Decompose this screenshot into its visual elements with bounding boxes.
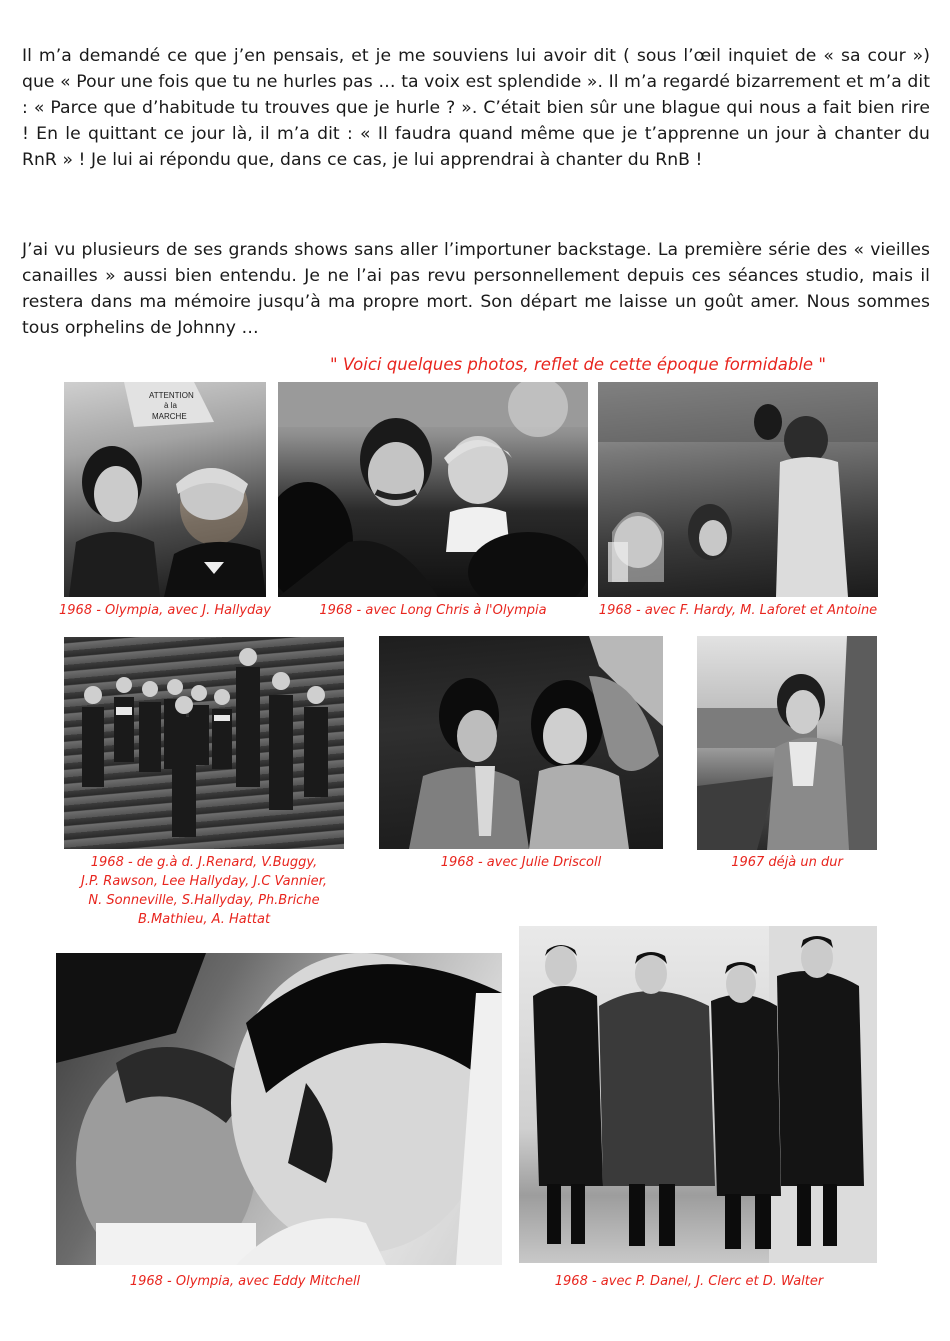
caption-photo-3: 1968 - avec F. Hardy, M. Laforet et Antoine: [598, 603, 878, 618]
photo-olympia-hallyday: [64, 382, 266, 597]
caption-photo-1: 1968 - Olympia, avec J. Hallyday: [59, 603, 271, 618]
photo-group-rooftop: [64, 637, 344, 849]
photo-danel-clerc-walter: [519, 926, 877, 1263]
photo-eddy-mitchell: [56, 953, 502, 1265]
sign-line-3: MARCHE: [152, 412, 187, 421]
sign-line-1: ATTENTION: [149, 391, 194, 400]
photo-long-chris: [278, 382, 588, 597]
caption-photo-4-line-1: 1968 - de g.à d. J.Renard, V.Buggy,: [90, 855, 318, 870]
caption-photo-7: 1968 - Olympia, avec Eddy Mitchell: [129, 1274, 361, 1289]
caption-photo-5: 1968 - avec Julie Driscoll: [440, 855, 602, 870]
photo-hardy-laforet-antoine: [598, 382, 878, 597]
photo-julie-driscoll: [379, 636, 663, 849]
caption-photo-8: 1968 - avec P. Danel, J. Clerc et D. Walter: [554, 1274, 824, 1289]
caption-photo-4-line-2: J.P. Rawson, Lee Hallyday, J.C Vannier,: [81, 874, 327, 889]
photos-intro: " Voici quelques photos, reflet de cette époque formidable ": [330, 355, 826, 374]
body-paragraph-2: J’ai vu plusieurs de ses grands shows sans aller l’importuner backstage. La première série des « vieilles canailles » aussi bien entendu. Je ne l’ai pas revu personnellement depuis ces séances studio, mais il restera dans ma mémoire jusqu’à ma propre mort. Son départ me laisse un goût amer. Nous sommes tous orphelins de Johnny …: [22, 240, 930, 338]
caption-photo-2: 1968 - avec Long Chris à l'Olympia: [319, 603, 547, 618]
body-paragraph-1: Il m’a demandé ce que j’en pensais, et je me souviens lui avoir dit ( sous l’œil inquiet de « sa cour ») que « Pour une fois que tu ne hurles pas … ta voix est splendide ». Il m’a regardé bizarrement et m’a dit : « Parce que d’habitude tu trouves que je hurle ? ». C’était bien sûr une blague qui nous a fait bien rire ! En le quittant ce jour là, il m’a dit : « Il faudra quand même que je t’apprenne un jour à chanter du RnR » ! Je lui ai répondu que, dans ce cas, je lui apprendrai à chanter du RnB !: [22, 46, 930, 170]
sign-line-2: à la: [164, 401, 177, 410]
caption-photo-4-line-4: B.Mathieu, A. Hattat: [137, 912, 271, 927]
caption-photo-4-line-3: N. Sonneville, S.Hallyday, Ph.Briche: [88, 893, 320, 908]
caption-photo-6: 1967 déjà un dur: [731, 855, 843, 870]
photo-1967-dur: [697, 636, 877, 850]
